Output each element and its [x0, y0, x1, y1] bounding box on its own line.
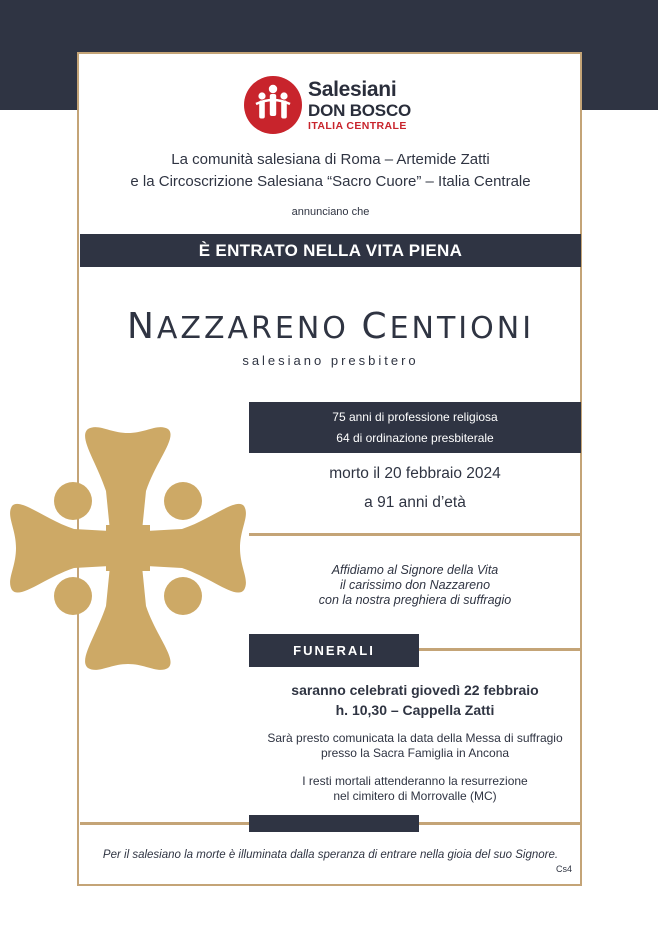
mass-line-2: presso la Sacra Famiglia in Ancona — [320, 746, 510, 760]
intro-line-1: La comunità salesiana di Roma – Artemide Zatti — [171, 151, 490, 168]
prayer-line-1: Affidiamo al Signore della Vita — [331, 563, 499, 577]
name-first-rest: AZZARENO — [156, 311, 349, 346]
service-bar — [249, 402, 581, 453]
funeral-heading-bar — [249, 634, 419, 667]
salesiani-logo — [244, 76, 424, 136]
footer-quote: Per il salesiano la morte è illuminata dalla speranza di entrare nella gioia del suo Signore. — [102, 849, 559, 861]
deceased-name — [80, 306, 581, 347]
name-last-rest: ENTIONI — [389, 311, 535, 346]
burial-line-2: nel cimitero di Morrovalle (MC) — [333, 789, 497, 803]
announce-text: annunciano che — [291, 206, 370, 218]
mass-line-1: Sarà presto comunicata la data della Messa di suffragio — [267, 731, 563, 745]
name-first-initial: N — [126, 306, 157, 347]
burial-line-1: I resti mortali attenderanno la resurrezione — [302, 774, 528, 788]
funeral-date: saranno celebrati giovedì 22 febbraio — [291, 682, 539, 698]
ordination-text: 64 di ordinazione presbiterale — [336, 431, 494, 445]
death-date: morto il 20 febbraio 2024 — [329, 465, 501, 482]
funeral-time-place: h. 10,30 – Cappella Zatti — [335, 702, 495, 718]
funeral-heading: FUNERALI — [293, 643, 375, 658]
divider-1 — [249, 533, 581, 536]
logo-italia-centrale: ITALIA CENTRALE — [308, 120, 407, 132]
profession-text: 75 anni di professione religiosa — [332, 410, 498, 424]
banner-bar — [80, 234, 581, 267]
salesian-figures-icon — [244, 76, 302, 134]
cross-icon — [6, 421, 250, 676]
name-last-initial: C — [361, 306, 390, 347]
prayer-line-2: il carissimo don Nazzareno — [339, 578, 491, 592]
death-age: a 91 anni d’età — [364, 494, 466, 511]
intro-line-2: e la Circoscrizione Salesiana “Sacro Cuore” – Italia Centrale — [130, 173, 531, 190]
footer-code: Cs4 — [556, 864, 573, 874]
banner-text: È ENTRATO NELLA VITA PIENA — [198, 241, 463, 260]
deceased-role: salesiano presbitero — [242, 353, 419, 368]
logo-salesiani: Salesiani — [308, 78, 397, 101]
logo-don-bosco: DON BOSCO — [308, 101, 412, 120]
footer-bar — [249, 815, 419, 832]
prayer-line-3: con la nostra preghiera di suffragio — [318, 593, 512, 607]
